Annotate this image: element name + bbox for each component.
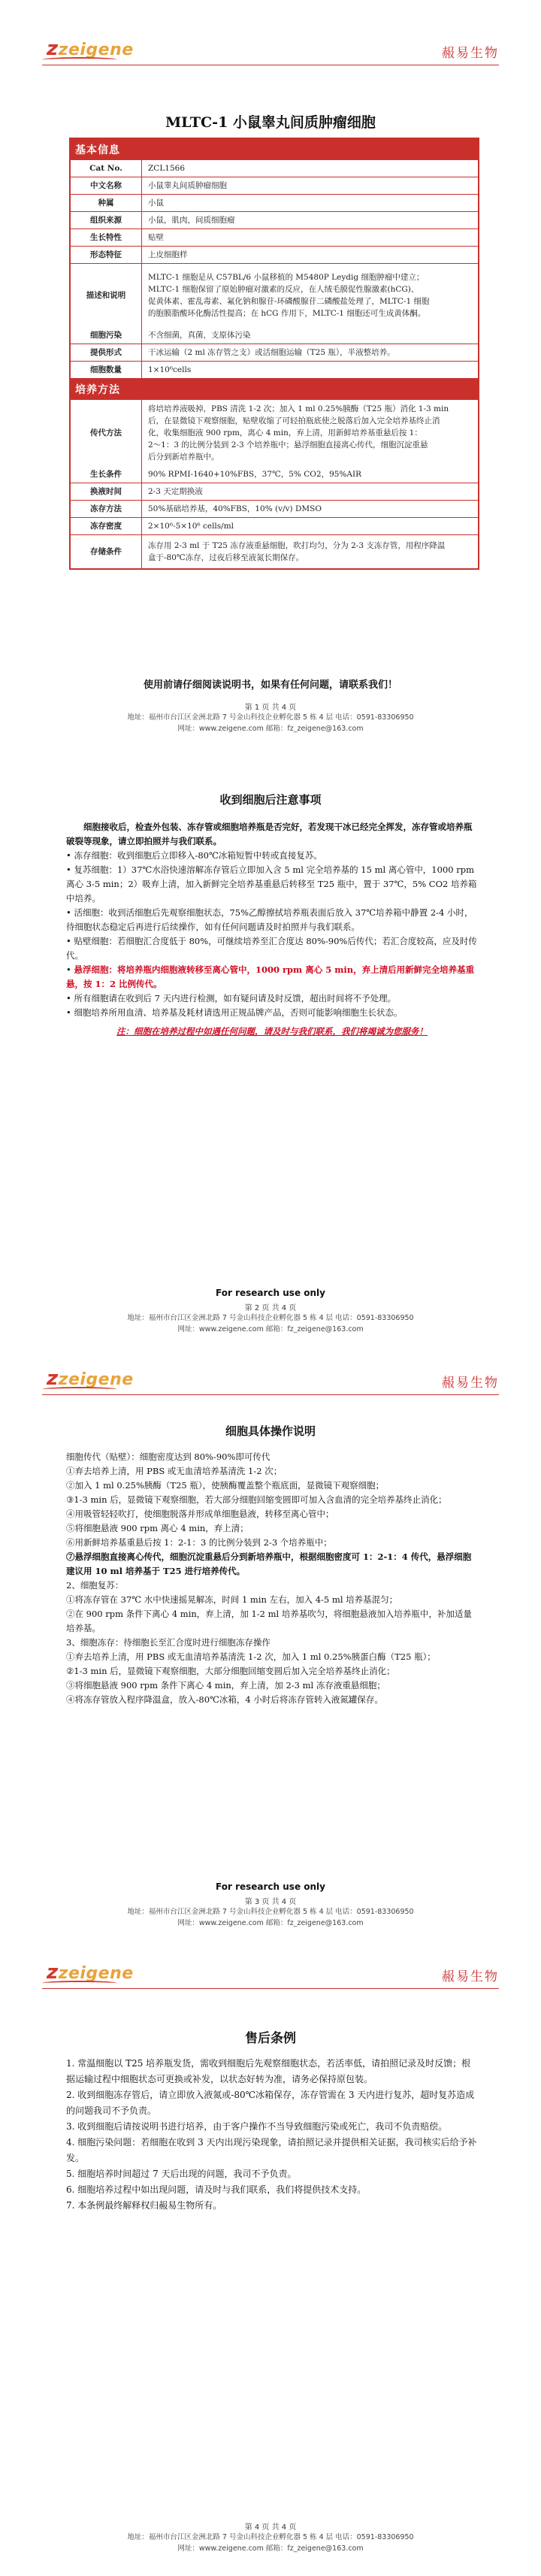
company-logo: zzeigene — [47, 38, 134, 60]
passage-text — [142, 400, 478, 466]
step-line: ⑦悬浮细胞直接离心传代，细胞沉淀重悬后分到新培养瓶中，根据细胞密度可 1：2-1：4 传代，悬浮细胞建议用 10 ml 培养基于 T25 进行培养传代。 — [66, 1551, 472, 1576]
row-value: 1×10⁶cells — [148, 365, 192, 374]
term-item: 1. 常温细胞以 T25 培养瓶发货，需收到细胞后先观察细胞状态，若活率低，请拍照记录及时反馈；根据运输过程中细胞状态可更换或补发，以状态好转为准，请务必保持原包装。 — [66, 2058, 471, 2084]
description-text — [142, 264, 478, 327]
passage-line: 将培培养液吸掉，PBS 清洗 1-2 次；加入 1 ml 0.25%胰酶（T25 瓶）消化 1-3 min — [148, 404, 449, 413]
culture-method-header: 培养方法 — [71, 378, 478, 400]
step-line: ②在 900 rpm 条件下离心 4 min，弃上清，加 1-2 ml 培养基吹匀，将细胞悬液加入培养瓶中，补加适量培养基。 — [66, 1609, 472, 1633]
step-line: ③1-3 min 后，显微镜下观察细胞，若大部分细胞回缩变圆即可加入含血清的完全培养基终止消化； — [66, 1494, 447, 1505]
row-value: 上皮细胞样 — [148, 250, 188, 259]
basic-info-header: 基本信息 — [71, 139, 478, 160]
row-value: 干冰运输（2 ml 冻存管之支）或活细胞运输（T25 瓶），半液整培养。 — [148, 348, 395, 357]
notice-text: 使用前请仔细阅读说明书，如果有任何问题，请联系我们！ — [143, 680, 397, 691]
info-row — [71, 361, 478, 378]
desc-line: MLTC-1 细胞保留了原始肿瘤对激素的反应，在人绒毛膜促性腺激素(hCG)、 — [148, 285, 419, 294]
step-line: ①将冻存管在 37℃ 水中快速摇晃解冻，时间 1 min 左右，加入 4-5 ml 培养基混匀； — [66, 1594, 398, 1605]
header-divider — [42, 1988, 499, 1989]
row-value: 50%基础培养基，40%FBS，10% (v/v) DMSO — [148, 504, 322, 513]
page-header — [42, 1958, 499, 1991]
research-use-label: For research use only — [216, 1881, 325, 1892]
info-row — [71, 177, 478, 194]
info-row — [71, 194, 478, 211]
row-label: 换液时间 — [71, 483, 142, 500]
passage-line: 后，在显微镜下观察细胞，贴壁收缩了可轻拍瓶底使之脱落后加入完全培养基终止消 — [148, 416, 440, 425]
row-label: 存储条件 — [71, 535, 142, 568]
row-label: 提供形式 — [71, 344, 142, 361]
notice-item: • 所有细胞请在收到后 7 天内进行检测，如有疑问请及时反馈，超出时间将不予处理。 — [66, 993, 397, 1003]
notice-item: • 活细胞：收到活细胞后先观察细胞状态，75%乙醇擦拭培养瓶表面后放入 37℃培养箱中静置 2-4 小时，待细胞状态稳定后再进行后续操作，如有任何问题请及时拍照并与我们联系。 — [66, 907, 473, 932]
term-item: 2. 收到细胞冻存管后，请立即放入液氮或-80℃冰箱保存，冻存管需在 3 天内进行复苏，超时复苏造成的问题我司不予负责。 — [66, 2090, 475, 2116]
page-1 — [0, 0, 541, 761]
section-title: 售后条例 — [245, 2031, 296, 2046]
step-line: 细胞传代（贴壁）：细胞密度达到 80%-90%即可传代 — [66, 1451, 270, 1462]
passage-row — [71, 400, 478, 466]
row-value: 2-3 天定期换液 — [148, 487, 203, 496]
notice-note: 注：细胞在培养过程中如遇任何问题，请及时与我们联系，我们将竭诚为您服务！ — [116, 1026, 428, 1037]
brand-name: 赧易生物 — [442, 1969, 499, 1984]
notice-item: • 复苏细胞：1）37℃水浴快速溶解冻存管后立即加入含 5 ml 完全培养基的 15 ml 离心管中，1000 rpm 离心 3-5 min；2）吸弃上清，加入新鲜完全培养基重悬后转移至 T25 瓶中，置于 37℃，5% CO2 培养箱中培养。 — [66, 864, 477, 904]
info-row — [71, 246, 478, 263]
footer-address: 地址：福州市台江区金洲北路 7 号金山科技企业孵化器 5 栋 4 层 电话：0591-83306950 — [127, 713, 414, 722]
step-heading: 2、细胞复苏： — [66, 1580, 124, 1591]
step-line: ①弃去培养上清，用 PBS 或无血清培养基清洗 1-2 次； — [66, 1466, 283, 1476]
row-label: 生长条件 — [71, 466, 142, 483]
step-line: ③将细胞悬液 900 rpm 条件下离心 4 min，弃上清，加 2-3 ml 冻存液重悬细胞； — [66, 1680, 385, 1691]
info-row — [71, 517, 478, 534]
company-logo: zzeigene — [47, 1961, 134, 1984]
row-value: 贴壁 — [148, 233, 164, 242]
section-title: 细胞具体操作说明 — [225, 1424, 316, 1438]
notice-item: • 悬浮细胞：将培养瓶内细胞液转移至离心管中，1000 rpm 离心 5 min，弃上清后用新鲜完全培养基重悬，按 1：2 比例传代。 — [66, 964, 475, 989]
info-row — [71, 466, 478, 483]
desc-line: 的胞膜脂酸环化酶活性提高；在 hCG 作用下，MLTC-1 细胞还可生成黄体酮。 — [148, 309, 426, 318]
info-row — [71, 500, 478, 517]
datasheet-table — [69, 138, 479, 570]
info-row — [71, 344, 478, 361]
section-title: 收到细胞后注意事项 — [219, 793, 322, 807]
term-item: 5. 细胞培养时间超过 7 天后出现的问题，我司不予负责。 — [66, 2169, 297, 2179]
storage-row — [71, 534, 478, 568]
research-use-label: For research use only — [216, 1288, 325, 1298]
notice-list — [66, 820, 478, 1039]
row-label: 冻存密度 — [71, 518, 142, 534]
term-item: 3. 收到细胞后请按说明书进行培养，由于客户操作不当导致细胞污染或死亡，我司不负责赔偿。 — [66, 2121, 448, 2132]
row-label: 形态特征 — [71, 247, 142, 263]
brand-name: 赧易生物 — [442, 46, 499, 61]
term-item: 7. 本条例最终解释权归赧易生物所有。 — [66, 2200, 222, 2211]
row-value: 不含细菌，真菌，支原体污染 — [148, 331, 251, 340]
row-label: 细胞污染 — [71, 327, 142, 344]
page-number: 第 4 页 共 4 页 — [244, 2523, 297, 2532]
page-number: 第 1 页 共 4 页 — [244, 704, 297, 712]
notice-item: • 细胞培养所用血清、培养基及耗材请选用正规品牌产品，否则可能影响细胞生长状态。 — [66, 1007, 403, 1018]
row-label: 冻存方法 — [71, 501, 142, 517]
term-item: 4. 细胞污染问题：若细胞在收到 3 天内出现污染现象，请拍照记录并提供相关证据，我司核实后给予补发。 — [66, 2137, 477, 2163]
footer-web: 网址：www.zeigene.com 邮箱：fz_zeigene@163.com — [177, 2544, 364, 2553]
row-value: 2×10⁶-5×10⁶ cells/ml — [148, 522, 234, 531]
page-2 — [0, 761, 541, 1355]
desc-line: 促黄体素、霍乱毒素、氟化钠和腺苷-环磷酸腺苷二磷酸盐处理了，MLTC-1 细胞 — [148, 297, 430, 306]
row-value: 90% RPMI-1640+10%FBS，37℃，5% CO2，95%AIR — [148, 470, 362, 479]
header-divider — [42, 1394, 499, 1395]
step-heading: 3、细胞冻存：待细胞长至汇合度时进行细胞冻存操作 — [66, 1637, 270, 1648]
footer-address: 地址：福州市台江区金洲北路 7 号金山科技企业孵化器 5 栋 4 层 电话：0591-83306950 — [127, 2533, 414, 2541]
page-4 — [0, 1949, 541, 2576]
page-header — [42, 1364, 499, 1397]
step-line: ⑤将细胞悬液 900 rpm 离心 4 min，弃上清； — [66, 1523, 249, 1533]
info-row — [71, 229, 478, 246]
passage-line: 化，收集细胞液 900 rpm，离心 4 min，弃上清，用新鲜培养基重悬后按 1： — [148, 428, 422, 437]
storage-line: 冻存用 2-3 ml 于 T25 冻存液重悬细胞，吹打均匀，分为 2-3 支冻存管，用程序降温 — [148, 541, 446, 550]
row-value: 小鼠睾丸间质肿瘤细胞 — [148, 181, 227, 190]
info-row — [71, 483, 478, 500]
row-label: Cat No. — [71, 160, 142, 177]
info-row — [71, 160, 478, 177]
row-value: 小鼠，肌肉，间质细胞瘤 — [148, 216, 235, 225]
footer-address: 地址：福州市台江区金洲北路 7 号金山科技企业孵化器 5 栋 4 层 电话：0591-83306950 — [127, 1908, 414, 1916]
page-footer — [0, 1288, 541, 1335]
term-item: 6. 细胞培养过程中如出现问题，请及时与我们联系，我们将提供技术支持。 — [66, 2184, 367, 2195]
row-label: 组织来源 — [71, 212, 142, 229]
logo-swoosh-icon — [42, 1387, 117, 1392]
operation-steps — [66, 1450, 478, 1707]
page-header — [42, 35, 499, 68]
step-line: ④用吸管轻轻吹打，使细胞脱落并形成单细胞悬液，转移至离心管中； — [66, 1509, 334, 1519]
row-label: 描述和说明 — [71, 264, 142, 327]
passage-line: 2～1：3 的比例分装到 2-3 个培养瓶中；悬浮细胞直接离心传代，细胞沉淀重悬 — [148, 440, 428, 450]
footer-web: 网址：www.zeigene.com 邮箱：fz_zeigene@163.com — [177, 725, 364, 733]
after-sales-terms — [66, 2056, 478, 2214]
storage-line: 盒于-80℃冻存，过夜后移至液氮长期保存。 — [148, 553, 304, 562]
step-line: ⑥用新鲜培养基重悬后按 1：2-1：3 的比例分装到 2-3 个培养瓶中； — [66, 1537, 332, 1548]
row-label: 中文名称 — [71, 177, 142, 194]
page-number: 第 2 页 共 4 页 — [244, 1304, 297, 1312]
page-footer — [0, 2520, 541, 2554]
passage-line: 后分到新培养瓶中。 — [148, 453, 219, 462]
desc-line: MLTC-1 细胞是从 C57BL/6 小鼠移植的 M5480P Leydig 细胞肿瘤中建立； — [148, 273, 425, 282]
step-line: ①弃去培养上清，用 PBS 或无血清培养基清洗 1-2 次，加入 1 ml 0.25%胰蛋白酶（T25 瓶）； — [66, 1651, 436, 1662]
page-3 — [0, 1355, 541, 1949]
footer-address: 地址：福州市台江区金洲北路 7 号金山科技企业孵化器 5 栋 4 层 电话：0591-83306950 — [127, 1314, 414, 1322]
footer-web: 网址：www.zeigene.com 邮箱：fz_zeigene@163.com — [177, 1919, 364, 1927]
row-value: 小鼠 — [148, 198, 164, 207]
company-logo: zzeigene — [47, 1367, 134, 1390]
info-row — [71, 211, 478, 229]
notice-item: • 贴壁细胞：若细胞汇合度低于 80%，可继续培养至汇合度达 80%-90%后传代；若汇合度较高，应及时传代。 — [66, 936, 477, 961]
row-label: 细胞数量 — [71, 362, 142, 378]
storage-text — [142, 535, 478, 568]
logo-swoosh-icon — [42, 57, 117, 62]
page-number: 第 3 页 共 4 页 — [244, 1898, 297, 1906]
page-footer — [0, 1881, 541, 1929]
logo-swoosh-icon — [42, 1981, 117, 1986]
footer-web: 网址：www.zeigene.com 邮箱：fz_zeigene@163.com — [177, 1325, 364, 1333]
description-row — [71, 263, 478, 327]
step-line: ②1-3 min 后，显微镜下观察细胞，大部分细胞回缩变圆后加入完全培养基终止消化； — [66, 1666, 395, 1676]
brand-name: 赧易生物 — [442, 1376, 499, 1391]
step-line: ④将冻存管放入程序降温盒，放入-80℃冰箱，4 小时后将冻存管转入液氮罐保存。 — [66, 1694, 383, 1705]
notice-item: • 冻存细胞：收到细胞后立即移入-80℃冰箱短暂中转或直接复苏。 — [66, 850, 322, 861]
row-label: 生长特性 — [71, 229, 142, 246]
page-title: MLTC-1 小鼠睾丸间质肿瘤细胞 — [165, 114, 376, 131]
row-value: ZCL1566 — [148, 164, 186, 173]
page-footer — [0, 701, 541, 734]
notice-item-lead: 细胞接收后，检查外包装、冻存管或细胞培养瓶是否完好，若发现干冰已经完全挥发，冻存管或培养瓶破裂等现象，请立即拍照并与我们联系。 — [66, 822, 473, 846]
step-line: ②加入 1 ml 0.25%胰酶（T25 瓶），使胰酶覆盖整个瓶底面，显微镜下观察细胞； — [66, 1480, 385, 1491]
info-row — [71, 327, 478, 344]
row-label: 传代方法 — [71, 400, 142, 466]
row-label: 种属 — [71, 195, 142, 211]
